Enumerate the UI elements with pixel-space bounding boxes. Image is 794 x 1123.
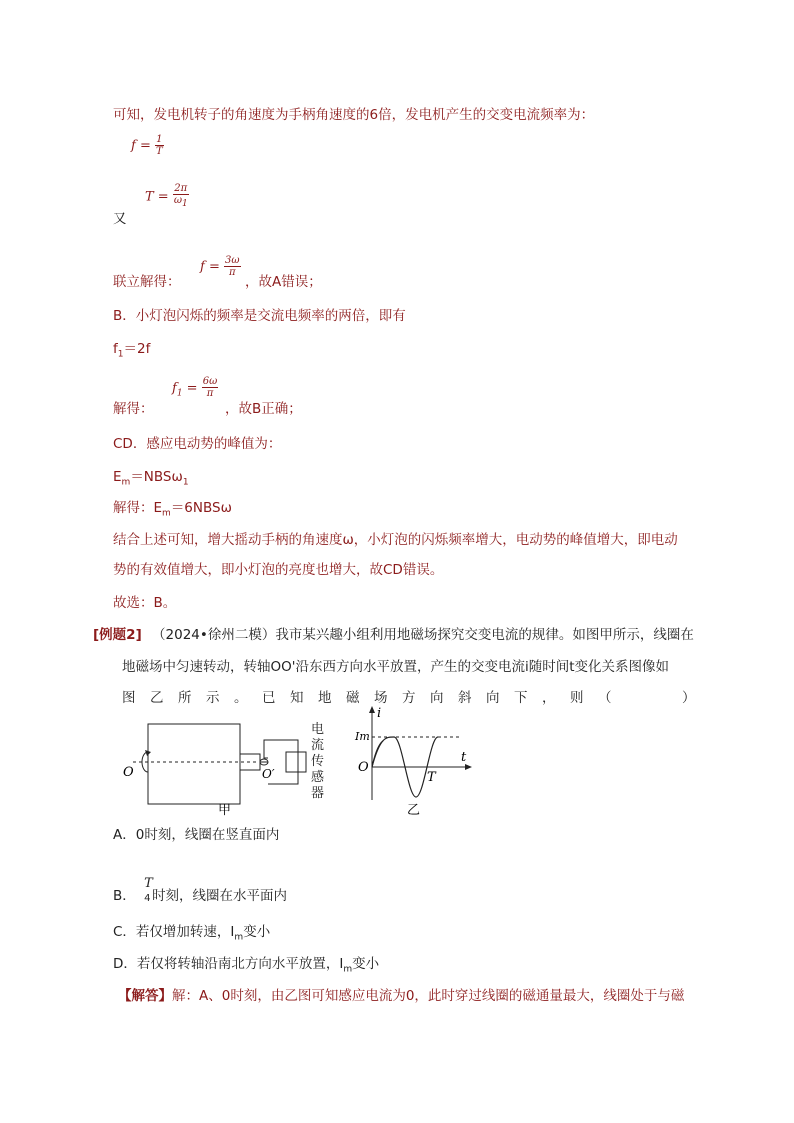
- t-axis-label: t: [461, 750, 467, 765]
- option-b: [113, 876, 288, 904]
- option-a: A．0时刻，线圈在竖直面内: [113, 827, 280, 843]
- formula-t-2pi-over-omega: T = $\frac{2\pi}{\omega_1}$: [145, 183, 188, 209]
- text-you: 又: [113, 211, 127, 227]
- option-d: D．若仅将转轴沿南北方向水平放置，$I_m$变小: [113, 956, 380, 975]
- sensor-label: 电流传感器: [311, 722, 325, 801]
- formula-f-3omega-over-pi: f = $\frac{3\omega}{\pi}$: [200, 255, 240, 278]
- text-em-eq: $E_m=NBS\omega_1$: [113, 469, 189, 488]
- option-b-frac-num: T: [144, 876, 153, 891]
- origin-label: O: [358, 760, 369, 775]
- option-b-frac-den: 4: [144, 893, 151, 904]
- text-summary-2: 势的有效值增大，即小灯泡的亮度也增大，故CD错误。: [113, 562, 444, 578]
- figure-yi-label: 乙: [407, 803, 421, 818]
- text-lianli-tail: ，故A错误；: [245, 274, 322, 290]
- im-label: Im: [355, 730, 370, 743]
- figure-jia: [118, 712, 333, 817]
- figure-jia-label: 甲: [218, 803, 232, 817]
- text-jiede: 解得：: [113, 401, 154, 417]
- option-c: C．若仅增加转速，$I_m$变小: [113, 924, 271, 943]
- text-line-1: 可知，发电机转子的角速度为手柄角速度的6倍，发电机产生的交变电流频率为：: [113, 107, 595, 123]
- text-cd-line: CD．感应电动势的峰值为：: [113, 436, 282, 452]
- answer-tag: 【解答】: [118, 988, 172, 1004]
- i-axis-label: i: [377, 706, 382, 721]
- example-text-1: （2024•徐州二模）我市某兴趣小组利用地磁场探究交变电流的规律。如图甲所示，线圈在: [152, 627, 694, 643]
- axis-o-prime-label: O′: [262, 767, 275, 781]
- answer-text: 解：A、0时刻，由乙图可知感应电流为0，此时穿过线圈的磁通量最大，线圈处于与磁: [172, 988, 685, 1004]
- example-header: [93, 623, 694, 643]
- option-b-prefix: B．: [113, 888, 136, 904]
- formula-f-1-over-t: f = $\frac{1}{T}$: [131, 134, 163, 157]
- period-t-label: T: [427, 770, 436, 785]
- text-choose: 故选：B。: [113, 595, 177, 611]
- axis-o-label: O: [123, 765, 134, 780]
- text-lianli: 联立解得：: [113, 274, 181, 290]
- example-text-3: 图乙所示。已知地磁场方向斜向下，则（ ）: [122, 690, 710, 706]
- figure-yi: [352, 703, 477, 818]
- option-b-text: 时刻，线圈在水平面内: [152, 888, 288, 904]
- text-jiede-tail: ，故B正确；: [225, 401, 302, 417]
- formula-f1-6omega-over-pi: $f_1$ = $\frac{6\omega}{\pi}$: [172, 376, 218, 399]
- example-tag: [例题2]: [93, 627, 142, 643]
- example-text-2: 地磁场中匀速转动，转轴OO'沿东西方向水平放置，产生的交变电流i随时间t变化关系图像如: [122, 659, 670, 675]
- text-b-line: B．小灯泡闪烁的频率是交流电频率的两倍，即有: [113, 308, 406, 324]
- text-f1-eq: $f_1=2f$: [113, 341, 151, 360]
- text-summary-1: 结合上述可知，增大摇动手柄的角速度ω，小灯泡的闪烁频率增大，电动势的峰值增大，即电动: [113, 532, 678, 548]
- text-em-result: 解得：$E_m=6NBS\omega$: [113, 500, 232, 519]
- answer-line: [118, 984, 684, 1004]
